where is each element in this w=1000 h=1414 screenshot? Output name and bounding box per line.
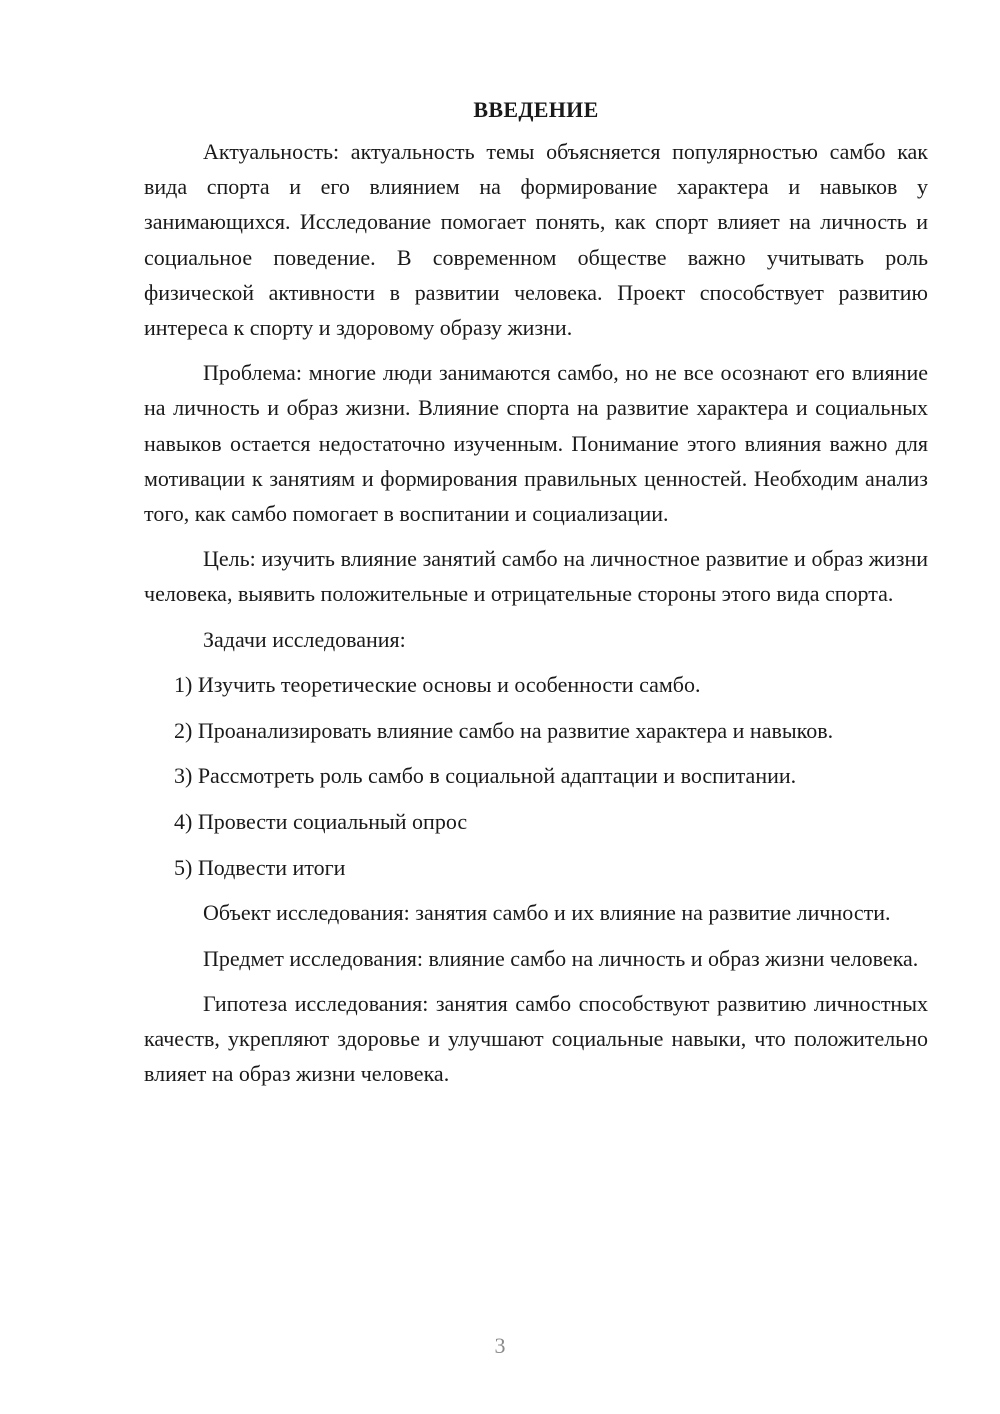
section-title: ВВЕДЕНИЕ [473,97,599,122]
relevance-paragraph: Актуальность: актуальность темы объясняется популярностью самбо как вида спорта и его влиянием на формирование характера и навыков у занимающихся. Исследование помогает понять, как спорт влияет на личность и социальное поведение. В современном обществе важно учитывать роль физической активности в развитии человека. Проект способствует развитию интереса к спорту и здоровому образу жизни. [144,139,928,341]
subject-paragraph: Предмет исследования: влияние самбо на личность и образ жизни человека. [203,945,919,971]
document-page [144,92,928,1101]
task-item-1: 1) Изучить теоретические основы и особенности самбо. [174,671,701,697]
task-item-4: 4) Провести социальный опрос [174,808,468,834]
hypothesis-paragraph: Гипотеза исследования: занятия самбо способствуют развитию личностных качеств, укрепляют здоровье и улучшают социальные навыки, что положительно влияет на образ жизни человека. [144,990,928,1087]
task-item-3: 3) Рассмотреть роль самбо в социальной адаптации и воспитании. [174,763,797,789]
task-item-5: 5) Подвести итоги [174,854,346,880]
page-number: 3 [494,1333,506,1358]
problem-paragraph: Проблема: многие люди занимаются самбо, но не все осознают его влияние на личность и образ жизни. Влияние спорта на развитие характера и социальных навыков остается недостаточно изученным. Понимание этого влияния важно для мотивации к занятиям и формирования правильных ценностей. Необходим анализ того, как самбо помогает в воспитании и социализации. [144,360,928,527]
task-item-2: 2) Проанализировать влияние самбо на развитие характера и навыков. [174,717,834,743]
object-paragraph: Объект исследования: занятия самбо и их влияние на развитие личности. [203,900,891,926]
goal-paragraph: Цель: изучить влияние занятий самбо на личностное развитие и образ жизни человека, выявить положительные и отрицательные стороны этого вида спорта. [144,546,928,607]
tasks-list [144,667,928,885]
tasks-heading: Задачи исследования: [203,626,406,652]
